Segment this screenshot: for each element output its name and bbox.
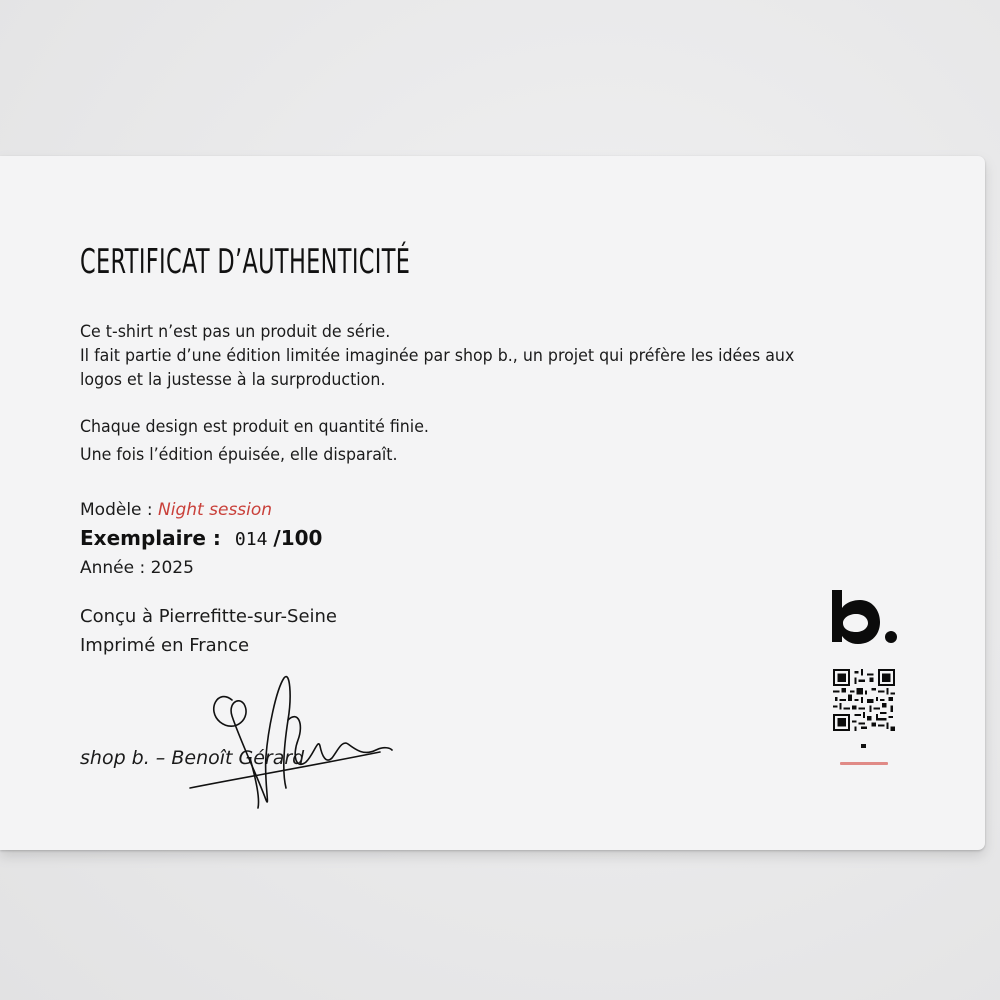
exemplaire-row <box>80 524 322 554</box>
intro-line-2: Il fait partie d’une édition limitée imaginée par shop b., un projet qui préfère les idées aux <box>80 346 795 366</box>
intro-line-1: Ce t-shirt n’est pas un produit de série. <box>80 322 391 342</box>
edition-details <box>80 496 322 582</box>
designed-in: Conçu à Pierrefitte-sur-Seine <box>80 606 338 627</box>
intro-line-3: logos et la justesse à la surproduction. <box>80 370 386 390</box>
exemplaire-label: Exemplaire : <box>80 526 221 550</box>
tiny-red-caption <box>840 762 888 765</box>
intro-paragraph <box>80 320 794 392</box>
model-row <box>80 496 322 524</box>
origin-block <box>80 602 337 660</box>
limited-line-1: Chaque design est produit en quantité finie. <box>80 417 429 437</box>
exemplaire-total: /100 <box>273 526 323 550</box>
limited-line-2: Une fois l’édition épuisée, elle disparaît. <box>80 445 398 465</box>
limited-paragraph <box>80 413 429 469</box>
mini-logo-mark <box>861 744 866 748</box>
model-label: Modèle : <box>80 500 159 520</box>
signature-line: shop b. – Benoît Gérard <box>80 747 305 769</box>
exemplaire-number: 014 <box>234 529 268 550</box>
model-value: Night session <box>158 500 273 520</box>
year-row: Année : 2025 <box>80 558 194 578</box>
printed-in: Imprimé en France <box>80 635 250 656</box>
certificate-title: CERTIFICAT D’AUTHENTICITÉ <box>80 242 411 282</box>
signature-scribble <box>180 660 410 820</box>
b-dot-logo <box>832 590 898 646</box>
qr-code-icon <box>833 669 895 731</box>
